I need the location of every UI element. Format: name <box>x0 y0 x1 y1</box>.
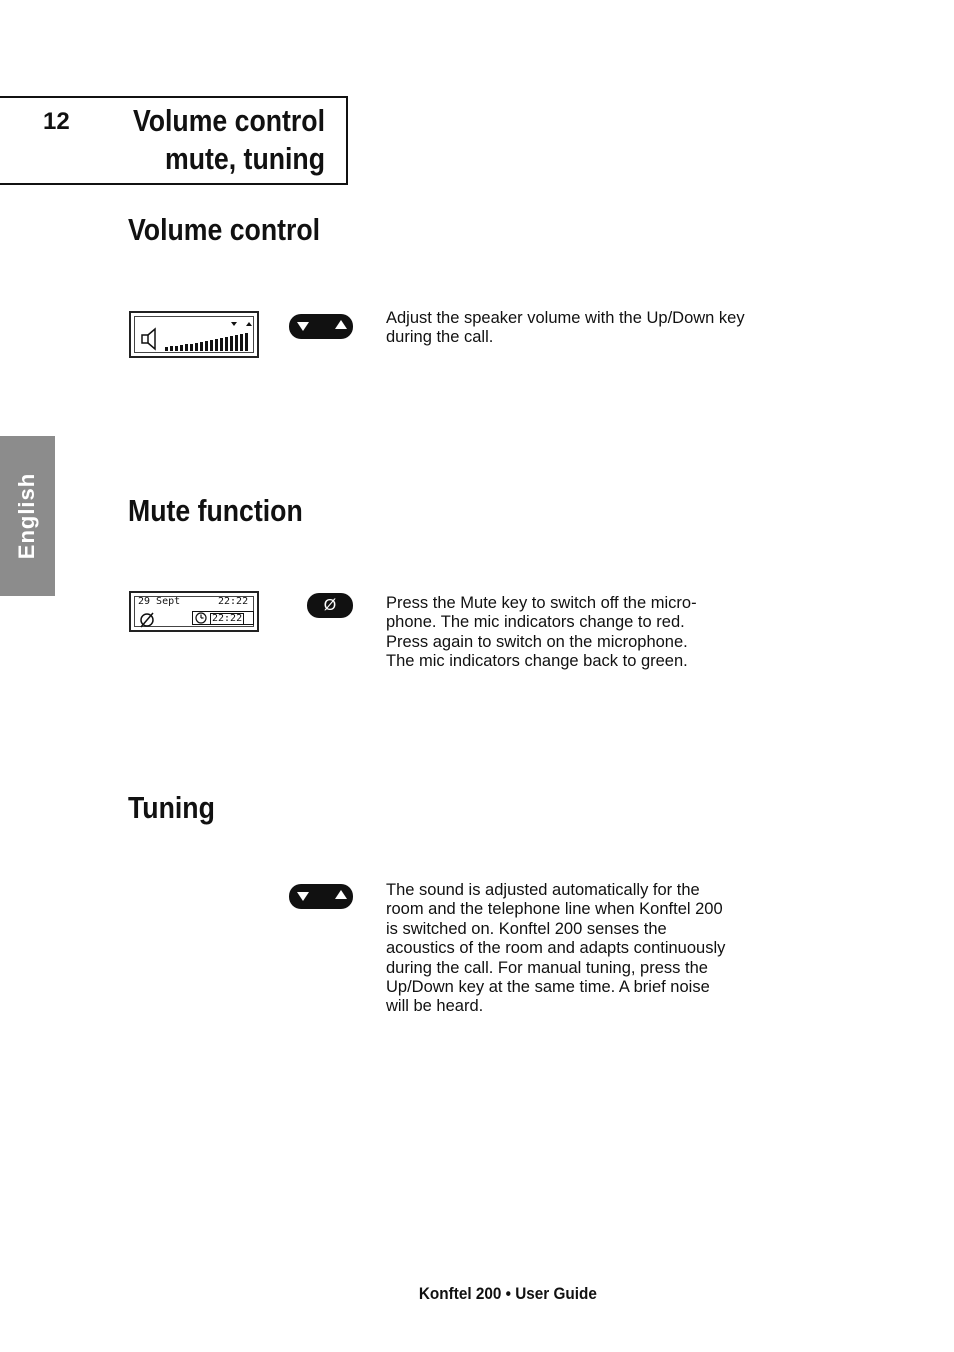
mute-description-line-1: Press the Mute key to switch off the micro- <box>386 594 697 612</box>
timer-box <box>192 611 254 625</box>
volume-section-title: Volume control <box>128 212 321 247</box>
tuning-description <box>386 881 766 1017</box>
tuning-up-down-key-icon <box>289 884 353 909</box>
mute-description <box>386 594 766 672</box>
page-title-line1: Volume control <box>132 103 325 138</box>
tuning-section-title: Tuning <box>128 790 215 825</box>
page-title <box>132 102 326 178</box>
mic-muted-icon <box>138 609 158 629</box>
display-timer: 22:22 <box>212 613 243 624</box>
page-number: 12 <box>43 108 70 135</box>
mute-description-line-4: The mic indicators change back to green. <box>386 652 688 671</box>
mute-display-screen <box>134 596 254 627</box>
mute-description-line-3: Press again to switch on the microphone. <box>386 632 688 651</box>
mute-section-title: Mute function <box>128 493 303 528</box>
tuning-description-line-1: The sound is adjusted automatically for the <box>386 881 700 899</box>
mute-display <box>129 591 259 632</box>
language-tab-label: English <box>14 472 39 560</box>
clock-icon <box>195 612 207 624</box>
tuning-description-line-2: room and the telephone line when Konftel 200 <box>386 900 723 919</box>
page-title-line2: mute, tuning <box>165 141 325 176</box>
tuning-description-line-4: acoustics of the room and adapts continuously <box>386 939 726 958</box>
speaker-volume-bars-icon <box>135 317 255 354</box>
tuning-description-line-3: is switched on. Konftel 200 senses the <box>386 919 667 938</box>
display-time: 22:22 <box>218 596 249 607</box>
tuning-description-line-5: during the call. For manual tuning, press the <box>386 958 708 977</box>
footer-text: Konftel 200 • User Guide <box>419 1284 597 1303</box>
up-down-key-icon <box>289 314 353 339</box>
volume-description-text: Adjust the speaker volume with the Up/Down key during the call. <box>386 309 745 347</box>
page-footer <box>0 1284 954 1304</box>
volume-display <box>129 311 259 358</box>
mute-key-symbol: Ø <box>323 597 337 614</box>
tuning-description-line-6: Up/Down key at the same time. A brief noise <box>386 978 710 997</box>
mute-description-line-2: phone. The mic indicators change to red. <box>386 613 685 632</box>
display-date: 29 Sept <box>138 596 181 607</box>
volume-description <box>386 309 766 348</box>
tuning-description-line-7: will be heard. <box>386 997 484 1016</box>
mute-key-icon <box>307 593 353 618</box>
volume-display-screen <box>134 316 254 353</box>
